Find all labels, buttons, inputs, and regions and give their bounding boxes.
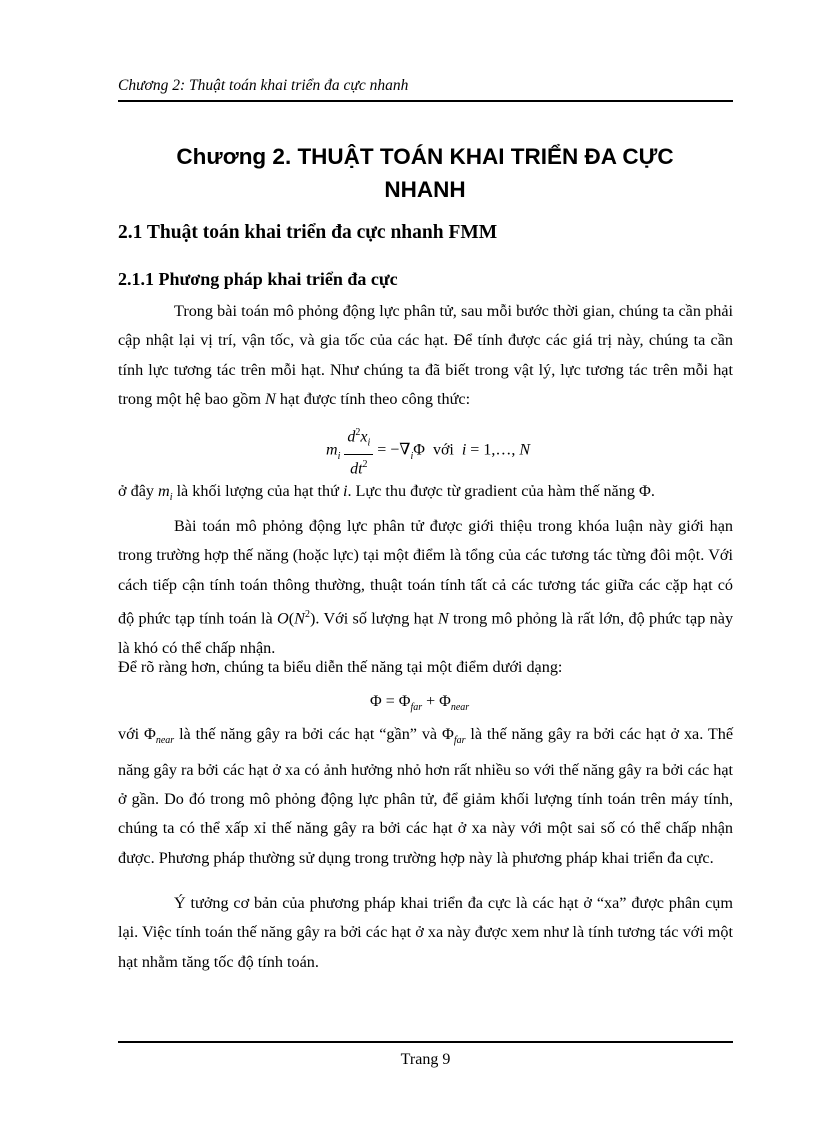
paragraph-1: Trong bài toán mô phỏng động lực phân tử, sau mỗi bước thời gian, chúng ta cần phải cập nhật lại vị trí, vận tốc, và gia tốc của các hạt. Để tính được các giá trị này, chúng ta cần tính lực tương tác trên mỗi hạt. Như chúng ta đã biết trong vật lý, lực tương tác trên mỗi hạt trong một hệ bao gồm N hạt được tính theo công thức: [118, 302, 733, 409]
chapter-title-line1: Chương 2. THUẬT TOÁN KHAI TRIỂN ĐA CỰC [176, 144, 674, 169]
running-header: Chương 2: Thuật toán khai triển đa cực nhanh [118, 77, 409, 94]
paragraph-6: Ý tưởng cơ bản của phương pháp khai triển đa cực là các hạt ở “xa” được phân cụm lại. Việc tính toán thế năng gây ra bởi các hạt ở xa này được xem như là tính tương tác với một hạt nhằm tăng tốc độ tính toán. [118, 894, 733, 971]
subsection-heading: 2.1.1 Phương pháp khai triển đa cực [118, 269, 398, 289]
equation-newton: $m_i$ $\frac{d^2x_i}{dt^2}$ = $-\nabla_i\Phi$ với i = 1,…, N [326, 423, 530, 479]
section-heading: 2.1 Thuật toán khai triển đa cực nhanh FMM [118, 222, 498, 243]
equation-potential-split: $\Phi = \Phi_{far} + \Phi_{near}$ [370, 693, 470, 714]
footer-rule [118, 1041, 733, 1043]
header-rule [118, 100, 733, 102]
paragraph-3: Bài toán mô phỏng động lực phân tử được giới thiệu trong khóa luận này giới hạn trong trường hợp thế năng (hoặc lực) tại một điểm là tổng của các tương tác từng đôi một. Với cách tiếp cận tính toán thông thường, thuật toán tính tất cả các tương tác giữa các cặp hạt có độ phức tạp tính toán là $O(N^2)$. Với số lượng hạt N trong mô phỏng là rất lớn, độ phức tạp này là khó có thể chấp nhận. [118, 517, 734, 658]
paragraph-4: Để rõ ràng hơn, chúng ta biểu diễn thế năng tại một điểm dưới dạng: [118, 658, 563, 676]
chapter-title-line2: NHANH [384, 177, 466, 202]
page-number: Trang 9 [400, 1051, 451, 1068]
paragraph-5: với $\Phi_{near}$ là thế năng gây ra bởi các hạt “gần” và $\Phi_{far}$ là thế năng gây ra bởi các hạt ở xa. Thế năng gây ra bởi các hạt ở xa có ảnh hưởng nhỏ hơn rất nhiều so với thế năng gây ra bởi các hạt ở gần. Do đó trong mô phỏng động lực phân tử, để giảm khối lượng tính toán trên máy tính, chúng ta có thể xấp xỉ thế năng gây ra bởi các hạt ở xa này với một sai số có thể chấp nhận được. Phương pháp thường sử dụng trong trường hợp này là phương pháp khai triển đa cực. [118, 725, 734, 867]
fraction: $\frac{d^2x_i}{dt^2}$ [344, 423, 373, 479]
paragraph-2: ở đây $m_i$ là khối lượng của hạt thứ i. Lực thu được từ gradient của hàm thế năng Φ. [118, 482, 655, 504]
chapter-title [118, 140, 732, 206]
